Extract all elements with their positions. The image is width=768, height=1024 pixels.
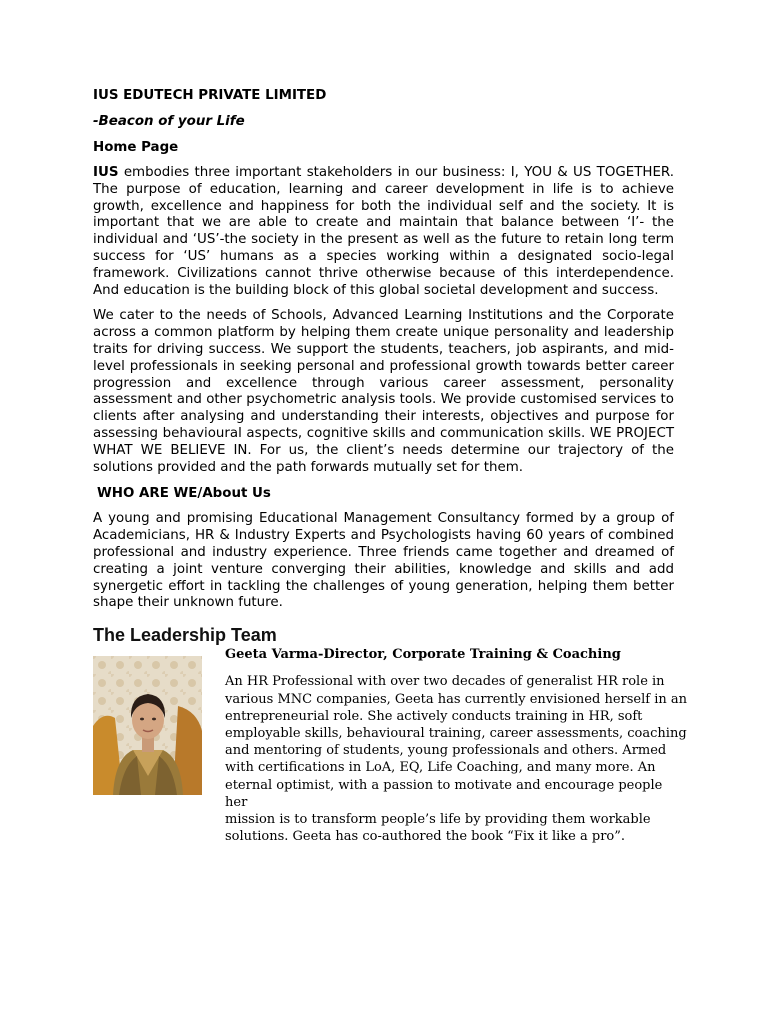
leadership-heading: The Leadership Team [93, 625, 277, 646]
about-heading: WHO ARE WE/About Us [97, 486, 271, 502]
intro-lead-word: IUS [93, 165, 119, 180]
leader-bio [225, 646, 687, 845]
bio-line: solutions. Geeta has co-authored the book “Fix it like a pro”. [225, 829, 626, 845]
leader-description [225, 673, 687, 845]
document-page [93, 87, 687, 866]
bio-line: with certifications in LoA, EQ, Life Coaching, and many more. An [225, 760, 656, 776]
leader-profile [93, 646, 687, 866]
bio-line: various MNC companies, Geeta has currently envisioned herself in an [225, 691, 687, 707]
bio-line: mission is to transform people’s life by providing them workable [225, 811, 651, 827]
bio-line: and mentoring of students, young professionals and others. Armed [225, 743, 667, 759]
portrait-image [93, 656, 202, 795]
bio-line: An HR Professional with over two decades of generalist HR role in [225, 674, 665, 690]
company-name: IUS EDUTECH PRIVATE LIMITED [93, 88, 327, 103]
about-paragraph: A young and promising Educational Management Consultancy formed by a group of Academicians, HR & Industry Experts and Psychologists having 60 years of combined professional and industry experience. Three friends came together and dreamed of creating a joint venture converging their abilities, knowledge and skills and add synergetic effort in tackling the challenges of young generation, helping them better shape their unknown future. [93, 511, 674, 611]
services-paragraph: We cater to the needs of Schools, Advanced Learning Institutions and the Corporate across a common platform by helping them create unique personality and leadership traits for driving success. We support the students, teachers, job aspirants, and mid-level professionals in seeking personal and professional growth towards better career progression and excellence through various career assessment, personality assessment and other psychometric analysis tools. We provide customised services to clients after analysing and understanding their interests, objectives and purpose for assessing behavioural aspects, cognitive skills and communication skills. WE PROJECT WHAT WE BELIEVE IN. For us, the client’s needs determine our trajectory of the solutions provided and the path forwards mutually set for them. [93, 308, 674, 475]
bio-line: employable skills, behavioural training, career assessments, coaching [225, 725, 687, 741]
leader-name-title: Geeta Varma-Director, Corporate Training & Coaching [225, 647, 621, 663]
intro-paragraph [93, 165, 674, 299]
page-label: Home Page [93, 140, 179, 155]
tagline: -Beacon of your Life [93, 114, 245, 129]
bio-line: eternal optimist, with a passion to motivate and encourage people her [225, 777, 663, 810]
leader-photo [93, 656, 202, 795]
bio-line: entrepreneurial role. She actively conducts training in HR, soft [225, 708, 643, 724]
intro-text: embodies three important stakeholders in our business: I, YOU & US TOGETHER. The purpose of education, learning and career development in life is to achieve growth, excellence and happiness for both the individual self and the society. It is important that we are able to create and maintain that balance between ‘I’- the individual and ‘US’-the society in the present as well as the future to retain long term success for ‘US’ humans as a species working within a designated socio-legal framework. Civilizations cannot thrive otherwise because of this interdependence. And education is the building block of this global societal development and success. [93, 165, 675, 298]
